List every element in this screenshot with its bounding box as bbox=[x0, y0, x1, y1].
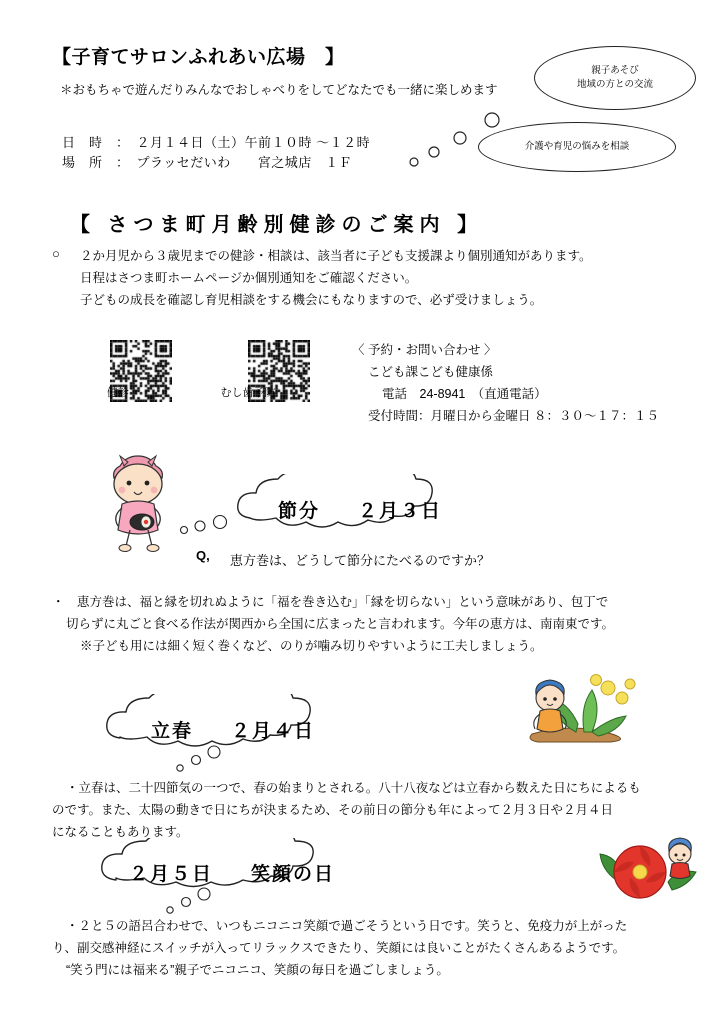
bubble-parent-child-play bbox=[534, 46, 696, 110]
bubble-a-line2: 地域の方との交流 bbox=[576, 79, 653, 90]
contact-hours: 受付時間：月曜日から金曜日 ８：３０〜１７：１５ bbox=[368, 409, 659, 423]
cloud-smile-left: ２月５日 bbox=[128, 863, 213, 885]
checkup-line-1: ２か月児から３歳児までの健診・相談は、該当者に子ども支援課より個別通知があります。 bbox=[80, 249, 592, 263]
topic-2-body-line-2: のです。また、太陽の動きで日にちが決まるため、その前日の節分も年によって２月３日や２月４日 bbox=[52, 803, 614, 817]
checkup-bullet-icon: ○ bbox=[52, 246, 60, 261]
cloud-risshun-left: 立春 bbox=[150, 720, 193, 742]
salon-title: 【子育てサロンふれあい広場 】 bbox=[52, 47, 345, 68]
checkup-line-2: 日程はさつま町ホームページか個別通知をご確認ください。 bbox=[80, 271, 418, 285]
cloud-risshun-right: ２月４日 bbox=[231, 720, 316, 742]
bubble-b-line1: 介護や育児の悩みを相談 bbox=[524, 140, 630, 152]
child-with-flowers-illustration bbox=[524, 664, 674, 744]
cloud-setsubun-left: 節分 bbox=[277, 500, 320, 522]
checkup-line-3: 子どもの成長を確認し育児相談をする機会にもなりますので、必ず受けましょう。 bbox=[80, 293, 543, 307]
camellia-flower-illustration bbox=[596, 824, 706, 910]
topic-3-body-line-2: り、副交感神経にスイッチが入ってリラックスできたり、笑顔には良いことがたくさんあるようです。 bbox=[52, 941, 626, 955]
question-marker-1: Q, bbox=[196, 548, 210, 563]
topic-3-body-line-1: ・２と５の語呂合わせで、いつもニコニコ笑顔で過ごそうという日です。笑うと、免疫力が上がった bbox=[66, 919, 628, 933]
topic-1-body-line-2: 切らずに丸ごと食べる作法が関西から全国に広まったと言われます。今年の恵方は、南南東です。 bbox=[66, 617, 615, 631]
topic-1-body-line-1: ・ 恵方巻は、福と縁を切れぬように「福を巻き込む」「縁を切らない」という意味があり、包丁で bbox=[52, 595, 609, 609]
contact-heading: 〈 予約・お問い合わせ 〉 bbox=[352, 343, 497, 357]
cloud-risshun bbox=[88, 694, 378, 764]
bubble-care-consultation bbox=[478, 122, 676, 172]
question-text-1: 恵方巻は、どうして節分にたべるのですか？ bbox=[230, 553, 491, 568]
topic-3-body-line-3: “笑う門には福来る”親子でニコニコ、笑顔の毎日を過ごしましょう。 bbox=[66, 963, 449, 977]
topic-2-body-line-3: になることもあります。 bbox=[52, 825, 189, 839]
checkup-title: 【 さつま町月齢別健診のご案内 】 bbox=[70, 214, 484, 236]
topic-1-body-line-3: ※子ども用には細く短く巻くなど、のりが噛み切りやすいように工夫しましょう。 bbox=[80, 639, 543, 653]
contact-telephone: 電話 24-8941 （直通電話） bbox=[382, 387, 547, 401]
salon-place: 場 所 ： プラッセだいわ 宮之城店 １Ｆ bbox=[62, 155, 353, 170]
qr-label-kenshin: 健診 bbox=[107, 387, 129, 399]
salon-subtitle: ＊おもちゃで遊んだりみんなでおしゃべりをしてどなたでも一緒に楽しめます bbox=[60, 83, 498, 97]
cloud-setsubun bbox=[220, 474, 500, 544]
cloud-smile-day bbox=[82, 838, 382, 906]
bubble-a-line1: 親子あそび bbox=[591, 64, 639, 76]
salon-datetime: 日 時 ： ２月１４日（土）午前１０時 ～１２時 bbox=[62, 135, 371, 150]
cloud-setsubun-right: ２月３日 bbox=[358, 500, 443, 522]
cloud-smile-right: 笑顔の日 bbox=[251, 863, 336, 885]
qr-label-mushiba: むし歯予防 bbox=[220, 387, 276, 399]
contact-section: こども課こども健康係 bbox=[368, 365, 494, 379]
topic-2-body-line-1: ・立春は、二十四節気の一つで、春の始まりとされる。八十八夜などは立春から数えた日にちによるも bbox=[66, 781, 641, 795]
